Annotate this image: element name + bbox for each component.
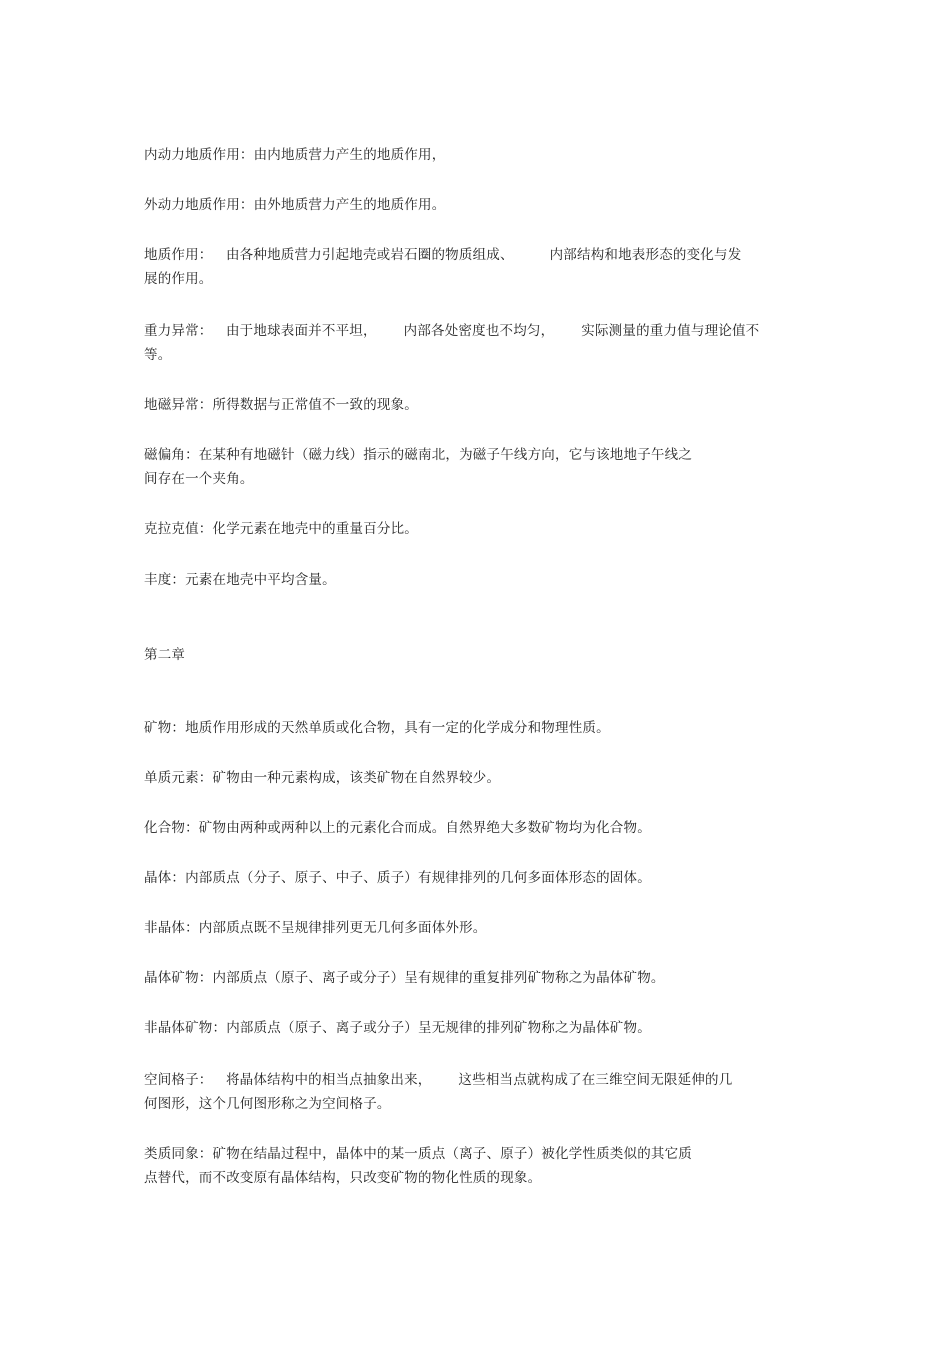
definition-mineral: 矿物：地质作用形成的天然单质或化合物，具有一定的化学成分和物理性质。 xyxy=(144,720,610,736)
definition-geological-process: 地质作用： 由各种地质营力引起地壳或岩石圈的物质组成、 内部结构和地表形态的变化与发 xyxy=(144,247,742,263)
definition-amorphous-mineral: 非晶体矿物：内部质点（原子、离子或分子）呈无规律的排列矿物称之为晶体矿物。 xyxy=(144,1020,651,1036)
definition-magnetic-declination-cont: 间存在一个夹角。 xyxy=(144,471,254,487)
definition-amorphous: 非晶体：内部质点既不呈规律排列更无几何多面体外形。 xyxy=(144,920,487,936)
definition-magnetic-declination: 磁偏角：在某种有地磁针（磁力线）指示的磁南北，为磁子午线方向，它与该地地子午线之 xyxy=(144,447,692,463)
definition-geological-process-cont: 展的作用。 xyxy=(144,271,213,287)
definition-magnetic-anomaly: 地磁异常：所得数据与正常值不一致的现象。 xyxy=(144,397,418,413)
definition-gravity-anomaly-cont: 等。 xyxy=(144,347,172,363)
definition-isomorphism: 类质同象：矿物在结晶过程中，晶体中的某一质点（离子、原子）被化学性质类似的其它质 xyxy=(144,1146,692,1162)
definition-space-lattice: 空间格子： 将晶体结构中的相当点抽象出来， 这些相当点就构成了在三维空间无限延伸的几 xyxy=(144,1072,733,1088)
definition-native-element: 单质元素：矿物由一种元素构成，该类矿物在自然界较少。 xyxy=(144,770,501,786)
definition-abundance: 丰度：元素在地壳中平均含量。 xyxy=(144,572,336,588)
definition-crystal: 晶体：内部质点（分子、原子、中子、质子）有规律排列的几何多面体形态的固体。 xyxy=(144,870,651,886)
definition-external-geological-process: 外动力地质作用：由外地质营力产生的地质作用。 xyxy=(144,197,446,213)
definition-crystalline-mineral: 晶体矿物：内部质点（原子、离子或分子）呈有规律的重复排列矿物称之为晶体矿物。 xyxy=(144,970,665,986)
definition-compound: 化合物：矿物由两种或两种以上的元素化合而成。自然界绝大多数矿物均为化合物。 xyxy=(144,820,651,836)
definition-internal-geological-process: 内动力地质作用：由内地质营力产生的地质作用， xyxy=(144,147,446,163)
definition-space-lattice-cont: 何图形，这个几何图形称之为空间格子。 xyxy=(144,1096,391,1112)
chapter-heading: 第二章 xyxy=(144,647,186,663)
definition-isomorphism-cont: 点替代，而不改变原有晶体结构，只改变矿物的物化性质的现象。 xyxy=(144,1170,542,1186)
definition-clarke-value: 克拉克值：化学元素在地壳中的重量百分比。 xyxy=(144,521,418,537)
definition-gravity-anomaly: 重力异常： 由于地球表面并不平坦， 内部各处密度也不均匀， 实际测量的重力值与理论值不 xyxy=(144,323,760,339)
